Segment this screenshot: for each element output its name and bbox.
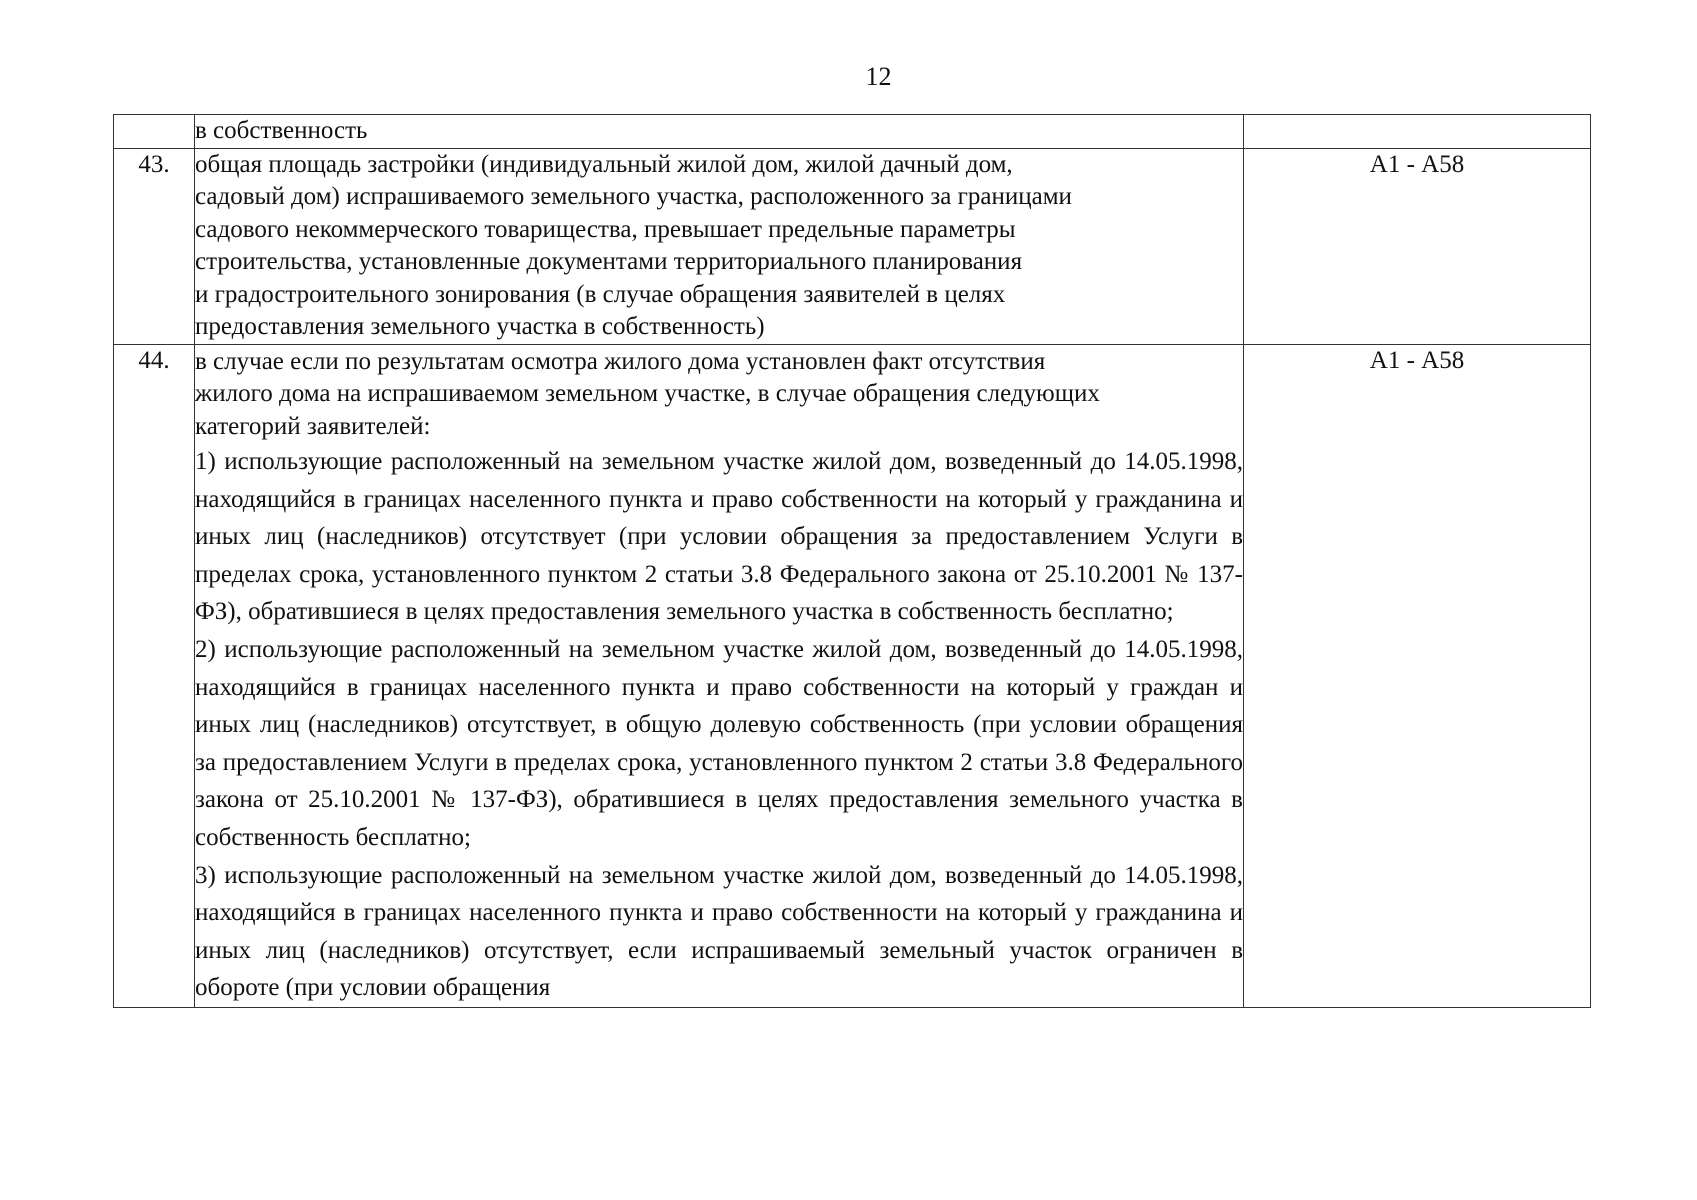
text-line: в случае если по результатам осмотра жилого дома установлен факт отсутствия (195, 347, 1046, 375)
table-row (114, 344, 1591, 1007)
row-code-cell (1244, 115, 1591, 149)
list-paragraph: 2) использующие расположенный на земельном участке жилой дом, возведенный до 14.05.1998, находящийся в границах населенного пункта и право собственности на который у граждан и иных лиц (наследников) отсутствует, в общую долевую собственность (при условии обращения за предоставлением Услуги в пределах срока, установленного пунктом 2 статьи 3.8 Федерального закона от 25.10.2001 № 137-ФЗ), обратившиеся в целях предоставления земельного участка в собственность бесплатно; (195, 635, 1243, 851)
list-paragraph: 1) использующие расположенный на земельном участке жилой дом, возведенный до 14.05.1998, находящийся в границах населенного пункта и право собственности на который у гражданина и иных лиц (наследников) отсутствует (при условии обращения за предоставлением Услуги в пределах срока, установленного пунктом 2 статьи 3.8 Федерального закона от 25.10.2001 № 137-ФЗ), обратившиеся в целях предоставления земельного участка в собственность бесплатно; (195, 448, 1243, 626)
page-number: 12 (865, 62, 892, 91)
text-line: категорий заявителей: (195, 412, 431, 440)
table-row (114, 148, 1591, 344)
table-row (114, 115, 1591, 149)
row-number-cell: 44. (114, 344, 195, 1007)
row-number-cell (114, 115, 195, 149)
row-code-cell: А1 - А58 (1244, 148, 1591, 344)
row-text-cell (195, 148, 1244, 344)
requirements-table (113, 114, 1591, 1008)
text-line: предоставления земельного участка в собственность) (195, 313, 765, 340)
list-paragraph: 3) использующие расположенный на земельном участке жилой дом, возведенный до 14.05.1998, находящийся в границах населенного пункта и право собственности на который у гражданина и иных лиц (наследников) отсутствует, если испрашиваемый земельный участок ограничен в обороте (при условии обращения (195, 861, 1243, 1002)
text-line: в собственность (195, 117, 368, 144)
text-line: садовый дом) испрашиваемого земельного участка, расположенного за границами (195, 183, 1072, 210)
text-line: жилого дома на испрашиваемом земельном участке, в случае обращения следующих (195, 380, 1100, 407)
row-number-cell: 43. (114, 148, 195, 344)
text-line: садового некоммерческого товарищества, превышает предельные параметры (195, 215, 1016, 243)
row-code-cell: А1 - А58 (1244, 344, 1591, 1007)
text-line: общая площадь застройки (индивидуальный жилой дом, жилой дачный дом, (195, 150, 1013, 178)
row-text-cell (195, 344, 1244, 1007)
text-line: и градостроительного зонирования (в случае обращения заявителей в целях (195, 280, 1006, 308)
text-line: строительства, установленные документами территориального планирования (195, 248, 1023, 275)
row-text-cell (195, 115, 1244, 149)
